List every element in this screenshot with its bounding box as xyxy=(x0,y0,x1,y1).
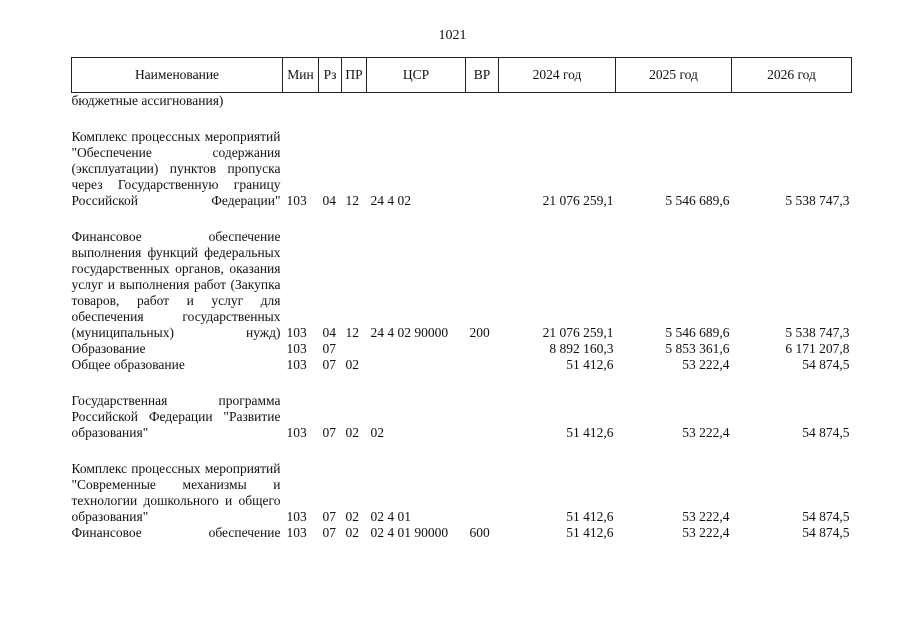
header-pr: ПР xyxy=(342,58,367,93)
row-name: бюджетные ассигнования) xyxy=(71,93,224,108)
table-row xyxy=(72,341,852,357)
row-rz: 07 xyxy=(322,425,336,440)
row-2025: 53 222,4 xyxy=(682,357,730,372)
row-2025: 53 222,4 xyxy=(682,425,730,440)
budget-table xyxy=(71,57,852,541)
row-vr xyxy=(466,441,499,525)
row-2026: 54 874,5 xyxy=(802,425,850,440)
row-pr: 02 xyxy=(345,425,359,440)
row-2026: 5 538 747,3 xyxy=(785,193,850,208)
row-pr: 02 xyxy=(345,509,359,524)
row-2025: 5 853 361,6 xyxy=(665,341,730,356)
row-name: Общее образование xyxy=(71,357,185,372)
row-vr xyxy=(466,357,499,373)
row-2026: 5 538 747,3 xyxy=(785,325,850,340)
row-csr: 02 4 01 90000 xyxy=(370,525,449,540)
row-vr xyxy=(466,109,499,209)
row-rz: 07 xyxy=(322,525,336,540)
row-csr xyxy=(367,341,466,357)
header-min: Мин xyxy=(283,58,319,93)
row-min: 103 xyxy=(286,341,307,356)
row-csr: 02 xyxy=(370,425,384,440)
row-min xyxy=(283,93,319,110)
row-min: 103 xyxy=(286,509,307,524)
row-2024: 51 412,6 xyxy=(566,357,614,372)
row-min: 103 xyxy=(286,325,307,340)
table-header-row xyxy=(72,58,852,93)
row-pr: 02 xyxy=(345,525,359,540)
row-pr: 12 xyxy=(345,325,359,340)
row-min: 103 xyxy=(286,425,307,440)
row-min: 103 xyxy=(286,525,307,540)
row-2025: 5 546 689,6 xyxy=(665,193,730,208)
row-pr xyxy=(342,93,367,110)
row-name: Государственная программа Российской Федерации "Развитие образования" xyxy=(71,393,281,440)
row-pr: 02 xyxy=(345,357,359,372)
row-name: Комплекс процессных мероприятий "Современные механизмы и технологии дошкольного и общего образования" xyxy=(71,461,281,524)
table-row xyxy=(72,373,852,441)
row-name: Финансовое обеспечение выполнения функций федеральных государственных органов, оказания услуг и выполнения работ (Закупка товаров, работ и услуг для обеспечения государственных (муниципальных) нужд) xyxy=(71,229,281,340)
table-row xyxy=(72,441,852,525)
row-2024: 51 412,6 xyxy=(566,509,614,524)
row-2024: 8 892 160,3 xyxy=(549,341,614,356)
header-2025: 2025 год xyxy=(616,58,732,93)
row-2026: 6 171 207,8 xyxy=(785,341,850,356)
table-row xyxy=(72,357,852,373)
table-row xyxy=(72,109,852,209)
table-row xyxy=(72,93,852,110)
row-2025 xyxy=(616,93,732,110)
row-vr: 600 xyxy=(469,525,490,540)
row-csr xyxy=(367,357,466,373)
row-csr: 24 4 02 90000 xyxy=(370,325,449,340)
row-2026: 54 874,5 xyxy=(802,509,850,524)
header-name: Наименование xyxy=(72,58,283,93)
row-min: 103 xyxy=(286,193,307,208)
row-rz: 04 xyxy=(322,325,336,340)
row-vr xyxy=(466,373,499,441)
row-2024: 51 412,6 xyxy=(566,425,614,440)
row-pr: 12 xyxy=(345,193,359,208)
row-vr: 200 xyxy=(469,325,490,340)
row-vr xyxy=(466,341,499,357)
row-2025: 5 546 689,6 xyxy=(665,325,730,340)
row-rz: 07 xyxy=(322,357,336,372)
row-2025: 53 222,4 xyxy=(682,509,730,524)
row-csr: 02 4 01 xyxy=(370,509,411,524)
row-2024: 21 076 259,1 xyxy=(542,325,614,340)
header-2024: 2024 год xyxy=(499,58,616,93)
row-pr xyxy=(342,341,367,357)
row-csr: 24 4 02 xyxy=(370,193,411,208)
row-csr xyxy=(367,93,466,110)
row-2026: 54 874,5 xyxy=(802,525,850,540)
row-rz xyxy=(319,93,342,110)
row-name: Финансовое обеспечение xyxy=(71,525,281,540)
table-row xyxy=(72,525,852,541)
row-2024: 21 076 259,1 xyxy=(542,193,614,208)
row-name: Образование xyxy=(71,341,146,356)
row-rz: 07 xyxy=(322,341,336,356)
header-2026: 2026 год xyxy=(732,58,852,93)
row-2026 xyxy=(732,93,852,110)
table-row xyxy=(72,209,852,341)
row-min: 103 xyxy=(286,357,307,372)
header-vr: ВР xyxy=(466,58,499,93)
row-name: Комплекс процессных мероприятий "Обеспечение содержания (эксплуатации) пунктов пропуска через Государственную границу Российской Федерации" xyxy=(71,129,281,208)
header-csr: ЦСР xyxy=(367,58,466,93)
row-2025: 53 222,4 xyxy=(682,525,730,540)
header-rz: Рз xyxy=(319,58,342,93)
row-vr xyxy=(466,93,499,110)
row-2024 xyxy=(499,93,616,110)
row-2024: 51 412,6 xyxy=(566,525,614,540)
row-rz: 04 xyxy=(322,193,336,208)
row-2026: 54 874,5 xyxy=(802,357,850,372)
page-number: 1021 xyxy=(438,28,467,43)
row-rz: 07 xyxy=(322,509,336,524)
